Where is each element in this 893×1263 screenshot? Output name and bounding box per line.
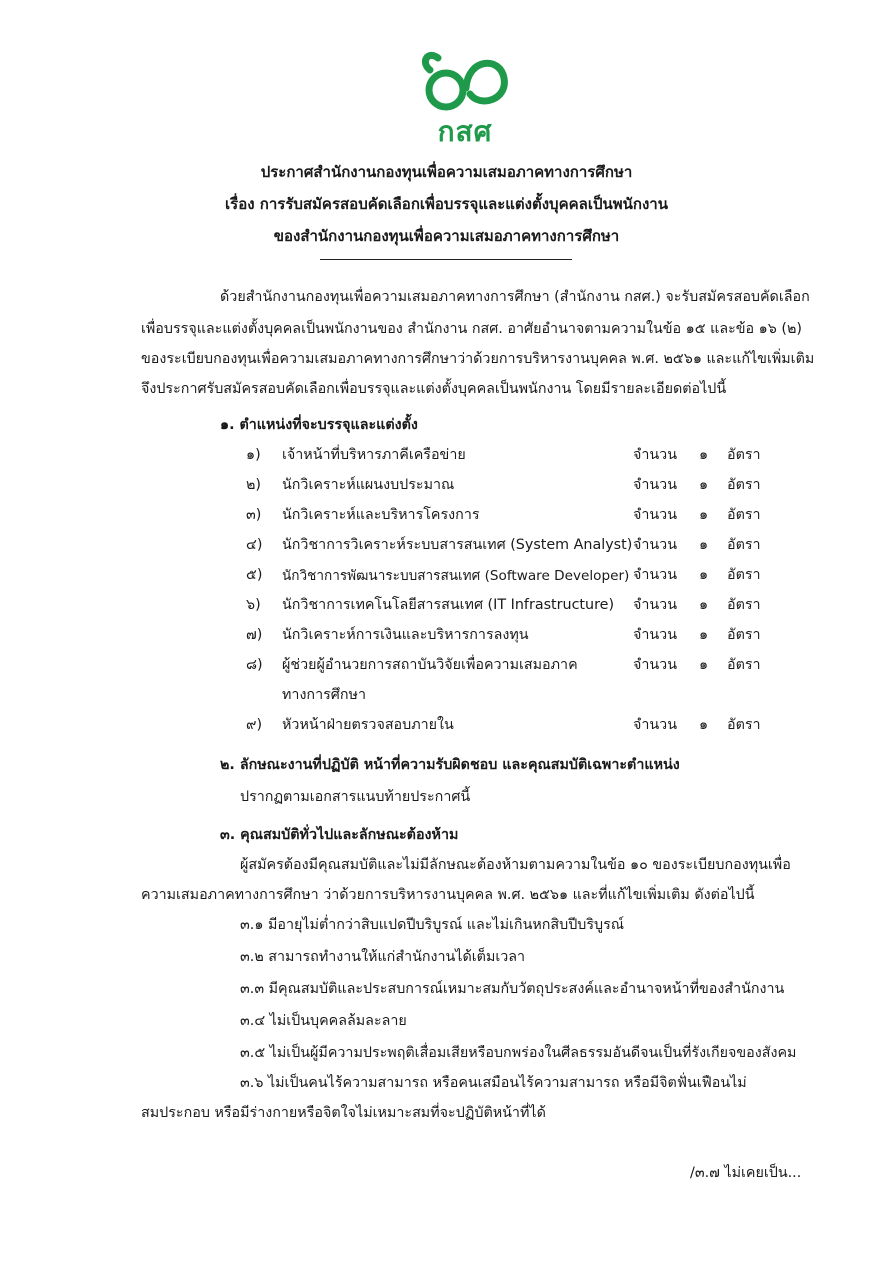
position-name: ผู้ช่วยผู้อำนวยการสถาบันวิจัยเพื่อความเสมอภาค (282, 657, 578, 673)
header-divider (320, 259, 572, 260)
qualification-item-continued: สมประกอบ หรือมีร่างกายหรือจิตใจไม่เหมาะสมที่จะปฏิบัติหน้าที่ได้ (141, 1105, 546, 1121)
gsef-logo (418, 48, 512, 148)
announcement-title: ประกาศสำนักงานกองทุนเพื่อความเสมอภาคทางการศึกษา (260, 163, 633, 181)
count-label: จำนวน (633, 537, 677, 553)
position-name: นักวิชาการเทคโนโลยีสารสนเทศ (IT Infrastructure) (282, 597, 615, 613)
position-number: ๓) (246, 507, 262, 523)
section-2-title: ๒. ลักษณะงานที่ปฏิบัติ หน้าที่ความรับผิดชอบ และคุณสมบัติเฉพาะตำแหน่ง (220, 757, 680, 773)
count-unit: อัตรา (727, 717, 761, 733)
count-value: ๑ (699, 597, 709, 613)
position-name: เจ้าหน้าที่บริหารภาคีเครือข่าย (282, 447, 466, 463)
position-number: ๙) (246, 717, 263, 733)
position-name: นักวิชาการพัฒนาระบบสารสนเทศ (Software Developer) (282, 568, 630, 584)
announcement-issuer: ของสำนักงานกองทุนเพื่อความเสมอภาคทางการศึกษา (273, 227, 620, 245)
count-value: ๑ (699, 447, 709, 463)
qualification-item: ๓.๒ สามารถทำงานให้แก่สำนักงานได้เต็มเวลา (240, 949, 526, 965)
qualification-item: ๓.๔ ไม่เป็นบุคคลล้มละลาย (240, 1013, 407, 1029)
position-number: ๔) (246, 537, 263, 553)
intro-line-3: ของระเบียบกองทุนเพื่อความเสมอภาคทางการศึกษาว่าด้วยการบริหารงานบุคคล พ.ศ. ๒๕๖๑ และแก้ไขเพิ่มเติม (141, 351, 815, 367)
qualification-item: ๓.๕ ไม่เป็นผู้มีความประพฤติเสื่อมเสียหรือบกพร่องในศีลธรรมอันดีจนเป็นที่รังเกียจของสังคม (240, 1045, 797, 1061)
count-unit: อัตรา (727, 597, 761, 613)
page-continuation: /๓.๗ ไม่เคยเป็น... (690, 1165, 802, 1181)
position-name: นักวิเคราะห์แผนงบประมาณ (282, 477, 455, 493)
section-3-intro-1: ผู้สมัครต้องมีคุณสมบัติและไม่มีลักษณะต้องห้ามตามความในข้อ ๑๐ ของระเบียบกองทุนเพื่อ (240, 857, 791, 873)
position-row (0, 714, 893, 738)
count-unit: อัตรา (727, 657, 761, 673)
position-row (0, 474, 893, 498)
qualification-item: ๓.๑ มีอายุไม่ต่ำกว่าสิบแปดปีบริบูรณ์ และไม่เกินหกสิบปีบริบูรณ์ (240, 917, 625, 933)
count-label: จำนวน (633, 657, 677, 673)
qualification-item: ๓.๓ มีคุณสมบัติและประสบการณ์เหมาะสมกับวัตถุประสงค์และอำนาจหน้าที่ของสำนักงาน (240, 981, 785, 997)
position-name: หัวหน้าฝ่ายตรวจสอบภายใน (282, 717, 454, 733)
count-unit: อัตรา (727, 447, 761, 463)
count-unit: อัตรา (727, 507, 761, 523)
position-row (0, 504, 893, 528)
count-unit: อัตรา (727, 477, 761, 493)
count-value: ๑ (699, 717, 709, 733)
position-name-continued: ทางการศึกษา (282, 687, 366, 703)
count-label: จำนวน (633, 717, 677, 733)
position-name: นักวิเคราะห์การเงินและบริหารการลงทุน (282, 627, 529, 643)
intro-line-1: ด้วยสำนักงานกองทุนเพื่อความเสมอภาคทางการศึกษา (สำนักงาน กสศ.) จะรับสมัครสอบคัดเลือก (220, 289, 810, 305)
section-2-body: ปรากฏตามเอกสารแนบท้ายประกาศนี้ (240, 789, 471, 805)
count-value: ๑ (699, 477, 709, 493)
intro-line-2: เพื่อบรรจุและแต่งตั้งบุคคลเป็นพนักงานของ สำนักงาน กสศ. อาศัยอำนาจตามความในข้อ ๑๕ และข้อ ๑๖ (๒) (141, 321, 802, 337)
count-unit: อัตรา (727, 627, 761, 643)
position-number: ๖) (246, 597, 261, 613)
section-1-title: ๑. ตำแหน่งที่จะบรรจุและแต่งตั้ง (220, 417, 418, 433)
count-value: ๑ (699, 567, 709, 583)
count-unit: อัตรา (727, 537, 761, 553)
position-number: ๑) (246, 447, 261, 463)
count-value: ๑ (699, 507, 709, 523)
count-label: จำนวน (633, 447, 677, 463)
position-row (0, 624, 893, 648)
position-name: นักวิเคราะห์และบริหารโครงการ (282, 507, 480, 523)
position-number: ๘) (246, 657, 263, 673)
count-label: จำนวน (633, 507, 677, 523)
position-row (0, 594, 893, 618)
count-label: จำนวน (633, 567, 677, 583)
position-number: ๕) (246, 567, 263, 583)
intro-line-4: จึงประกาศรับสมัครสอบคัดเลือกเพื่อบรรจุและแต่งตั้งบุคคลเป็นพนักงาน โดยมีรายละเอียดต่อไปนี้ (141, 381, 727, 397)
position-row (0, 654, 893, 708)
position-number: ๗) (246, 627, 263, 643)
section-3-title: ๓. คุณสมบัติทั่วไปและลักษณะต้องห้าม (220, 827, 459, 843)
position-number: ๒) (246, 477, 262, 493)
section-3-intro-2: ความเสมอภาคทางการศึกษา ว่าด้วยการบริหารงานบุคคล พ.ศ. ๒๕๖๑ และที่แก้ไขเพิ่มเติม ดังต่อไปนี้ (141, 887, 755, 903)
count-label: จำนวน (633, 597, 677, 613)
position-name: นักวิชาการวิเคราะห์ระบบสารสนเทศ (System Analyst) (282, 537, 633, 553)
qualification-item: ๓.๖ ไม่เป็นคนไร้ความสามารถ หรือคนเสมือนไร้ความสามารถ หรือมีจิตฟั่นเฟือนไม่ (240, 1075, 747, 1091)
position-row (0, 564, 893, 588)
logo-text: กสศ (437, 115, 493, 148)
count-label: จำนวน (633, 627, 677, 643)
count-unit: อัตรา (727, 567, 761, 583)
count-value: ๑ (699, 627, 709, 643)
count-value: ๑ (699, 657, 709, 673)
logo-mark (418, 48, 512, 112)
count-label: จำนวน (633, 477, 677, 493)
count-value: ๑ (699, 537, 709, 553)
position-row (0, 534, 893, 558)
announcement-subject: เรื่อง การรับสมัครสอบคัดเลือกเพื่อบรรจุและแต่งตั้งบุคคลเป็นพนักงาน (225, 195, 668, 213)
position-row (0, 444, 893, 468)
